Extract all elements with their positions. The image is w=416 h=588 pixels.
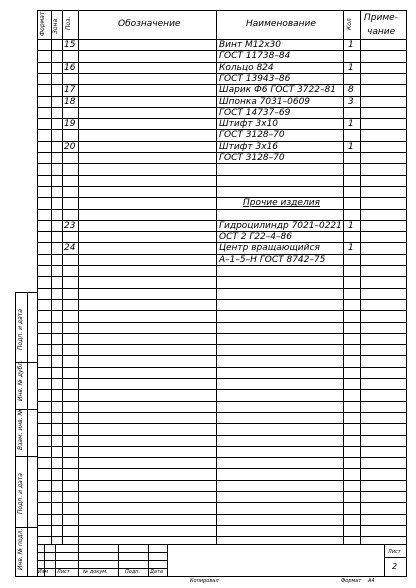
row-name: ГОСТ 13943–86 — [219, 74, 291, 84]
tb-col-6 — [167, 544, 168, 576]
row-line — [37, 378, 407, 379]
col-line-format — [51, 10, 52, 544]
tb-list-label: Лист — [388, 549, 401, 555]
col-line-designation — [216, 10, 217, 544]
row-line — [37, 276, 407, 277]
row-qty: 1 — [348, 243, 354, 253]
footer-format-value: А4 — [368, 578, 375, 584]
frame-top — [37, 10, 407, 11]
footer-format: Формат — [341, 578, 362, 584]
row-line — [37, 367, 407, 368]
row-line — [37, 401, 407, 402]
row-line — [37, 197, 407, 198]
col-line-qty — [360, 10, 361, 544]
side-strip-inner — [27, 292, 28, 576]
row-line — [37, 412, 407, 413]
side-line-4 — [15, 456, 37, 457]
col-line-pos — [78, 10, 79, 544]
row-line — [37, 446, 407, 447]
tb-podp: Подп. — [125, 569, 141, 575]
frame-bottom — [15, 576, 407, 577]
row-line — [37, 310, 407, 311]
header-pos: Поз. — [65, 16, 72, 30]
row-line — [37, 163, 407, 164]
row-name: Шпонка 7031–0609 — [219, 97, 311, 107]
row-qty: 1 — [348, 142, 354, 152]
row-qty: 1 — [348, 40, 354, 50]
row-name: ГОСТ 3128–70 — [219, 130, 285, 140]
tb-col-4 — [118, 544, 119, 576]
row-line — [37, 491, 407, 492]
row-line — [37, 502, 407, 503]
row-line — [37, 468, 407, 469]
row-line — [37, 209, 407, 210]
row-qty: 1 — [348, 63, 354, 73]
side-label-podp-data-1: Подп. и дата — [17, 309, 24, 350]
row-line — [37, 536, 407, 537]
row-name: Центр вращающийся — [219, 243, 320, 253]
row-name: А–1–5–Н ГОСТ 8742–75 — [219, 255, 326, 265]
row-line — [37, 525, 407, 526]
tb-data: Дата — [150, 569, 163, 575]
row-line — [37, 435, 407, 436]
tb-izm: Изм — [38, 569, 49, 575]
side-strip-outer — [15, 292, 16, 576]
row-pos: 19 — [64, 119, 76, 129]
row-pos: 16 — [64, 63, 76, 73]
row-name: Кольцо 824 — [219, 63, 274, 73]
row-name: ГОСТ 3128–70 — [219, 153, 285, 163]
row-line — [37, 389, 407, 390]
tb-col-2 — [55, 544, 56, 576]
row-line — [37, 299, 407, 300]
header-note-line2: чание — [367, 27, 396, 37]
row-name: Шарик Ф6 ГОСТ 3722–81 — [219, 85, 336, 95]
tb-list: Лист — [57, 569, 70, 575]
side-label-inv-dubl: Инв. № дубл. — [17, 359, 24, 401]
side-label-inv-podl: Инв. № подл. — [17, 528, 24, 570]
row-qty: 3 — [348, 97, 354, 107]
row-pos: 23 — [64, 221, 76, 231]
row-line — [37, 175, 407, 176]
row-pos: 17 — [64, 85, 76, 95]
row-qty: 8 — [348, 85, 354, 95]
tb-list-number: 2 — [392, 562, 398, 571]
row-line — [37, 322, 407, 323]
section-heading: Прочие изделия — [243, 198, 320, 208]
row-line — [37, 186, 407, 187]
row-name: ОСТ 2 Г22–4–86 — [219, 232, 292, 242]
row-line — [37, 480, 407, 481]
row-name: Винт М12х30 — [219, 40, 282, 50]
row-line — [37, 355, 407, 356]
row-name: ГОСТ 11738–84 — [219, 51, 291, 61]
row-line — [37, 457, 407, 458]
row-name: Штифт 3х16 — [219, 142, 279, 152]
row-qty: 1 — [348, 221, 354, 231]
col-line-zone — [62, 10, 63, 544]
row-name: ГОСТ 14737–69 — [219, 108, 291, 118]
side-label-podp-data-2: Подп. и дата — [17, 473, 24, 514]
row-line — [37, 344, 407, 345]
header-note-line1: Приме- — [364, 13, 398, 23]
sheet-number-divider — [384, 557, 406, 558]
header-qty: Кол — [346, 18, 353, 30]
tb-ndokum: № докум. — [83, 569, 108, 575]
row-qty: 1 — [348, 119, 354, 129]
row-pos: 20 — [64, 142, 76, 152]
row-pos: 15 — [64, 40, 76, 50]
row-pos: 24 — [64, 243, 76, 253]
footer-kopiroval: Копировал — [190, 578, 219, 584]
row-line — [37, 423, 407, 424]
row-name: Гидроцилиндр 7021–0221 — [219, 221, 342, 231]
header-designation: Обозначение — [118, 19, 181, 29]
tb-col-3 — [78, 544, 79, 576]
col-line-name — [343, 10, 344, 544]
row-line — [37, 514, 407, 515]
header-zone: Зона — [52, 18, 59, 34]
tb-col-5 — [148, 544, 149, 576]
row-line — [37, 265, 407, 266]
side-label-vzam-inv: Взам. инв. № — [17, 409, 24, 450]
row-name: Штифт 3х10 — [219, 119, 279, 129]
row-pos: 18 — [64, 97, 76, 107]
title-block-top — [37, 544, 407, 545]
header-name: Наименование — [246, 19, 316, 29]
row-line — [37, 333, 407, 334]
header-format: Формат — [39, 11, 46, 36]
side-line-1 — [15, 292, 37, 293]
row-line — [37, 288, 407, 289]
tb-col-7 — [384, 544, 385, 576]
